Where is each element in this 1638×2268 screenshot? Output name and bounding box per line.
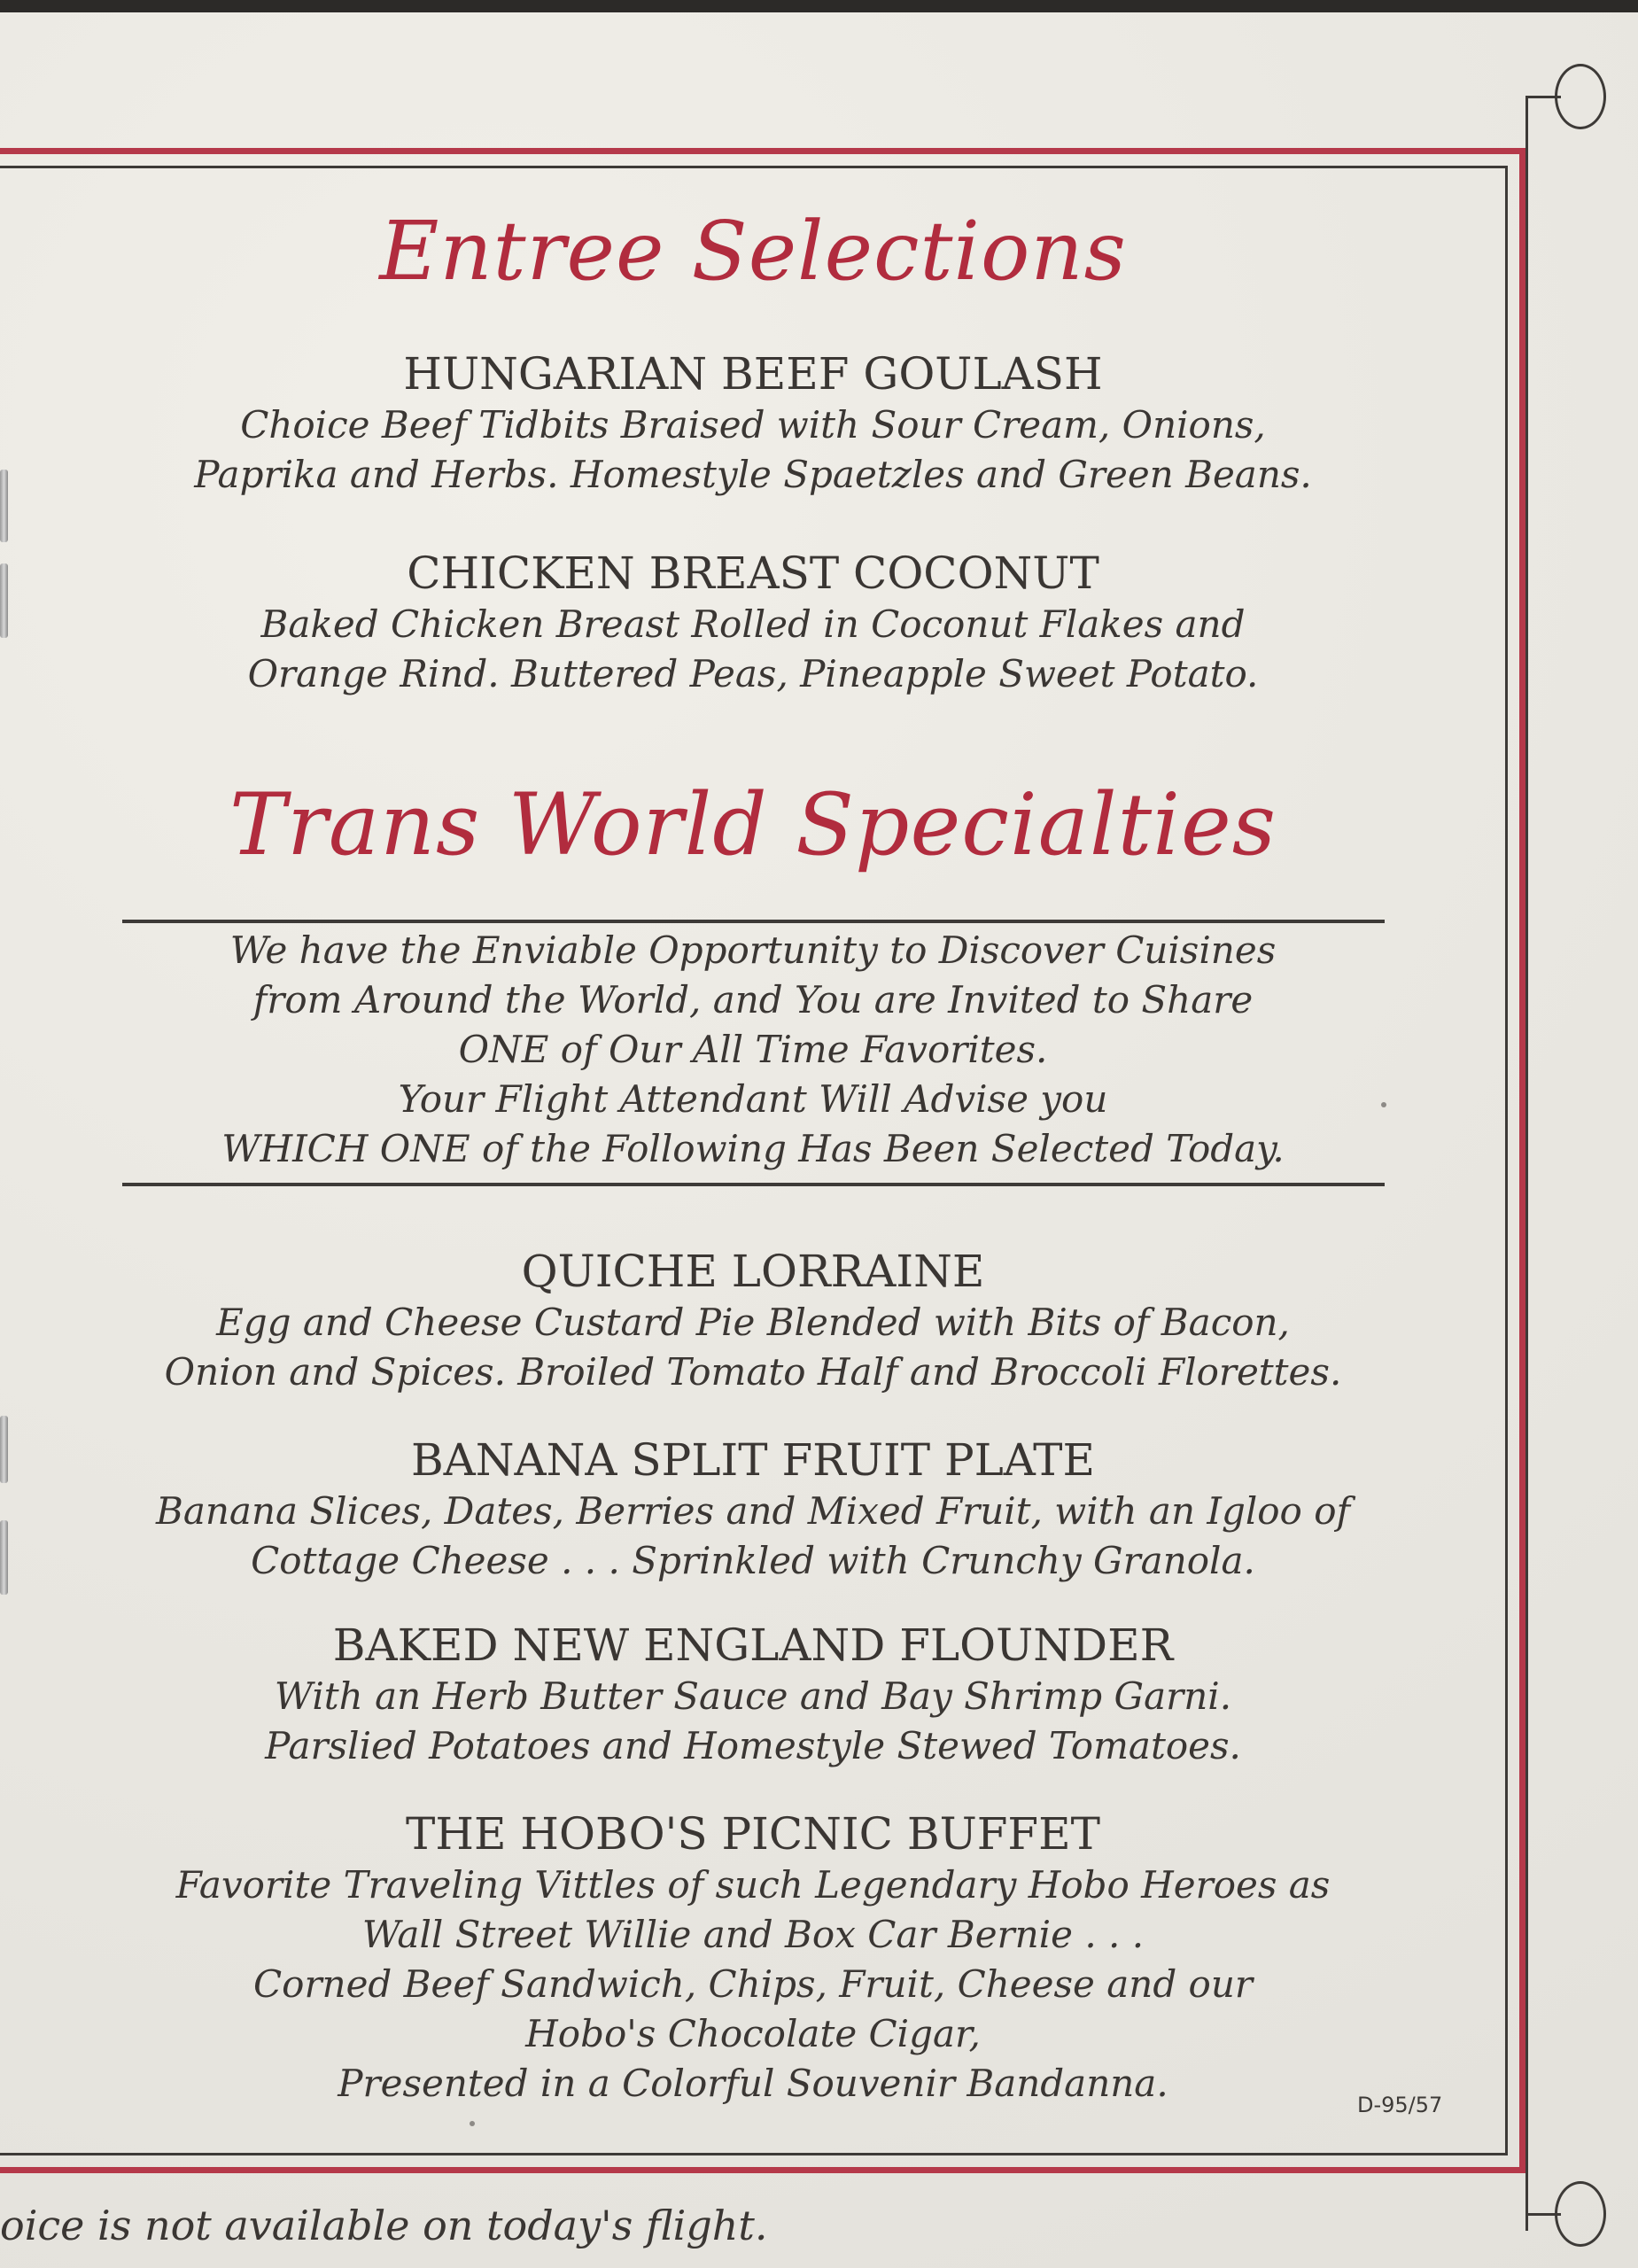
- dish-name: CHICKEN BREAST COCONUT: [407, 548, 1099, 599]
- corner-line-top: [1525, 96, 1528, 2231]
- divider-top: [122, 920, 1385, 923]
- dish-description-line: Cottage Cheese . . . Sprinkled with Crunchy Granola.: [251, 1539, 1255, 1582]
- dish-description-line: Baked Chicken Breast Rolled in Coconut Flakes and: [260, 602, 1246, 646]
- intro-line: Your Flight Attendant Will Advise you: [398, 1077, 1108, 1121]
- dish-description-line: With an Herb Butter Sauce and Bay Shrimp Garni.: [274, 1674, 1232, 1718]
- intro-line: ONE of Our All Time Favorites.: [458, 1028, 1048, 1071]
- dish-chicken-breast-coconut: [0, 547, 1506, 699]
- dish-description-line: Favorite Traveling Vittles of such Legendary Hobo Heroes as: [175, 1863, 1331, 1907]
- footer-note: oice is not available on today's flight.: [0, 2202, 768, 2249]
- speck: [470, 2121, 475, 2126]
- dish-description-line: Paprika and Herbs. Homestyle Spaetzles and Green Beans.: [194, 453, 1312, 496]
- corner-ornament-top: [1555, 64, 1606, 129]
- dish-description-line: Presented in a Colorful Souvenir Bandanna.: [338, 2062, 1168, 2105]
- dish-hungarian-beef-goulash: [0, 347, 1506, 500]
- dish-description-line: Choice Beef Tidbits Braised with Sour Cream, Onions,: [240, 403, 1266, 447]
- dish-quiche-lorraine: [0, 1245, 1506, 1397]
- dish-description-line: Orange Rind. Buttered Peas, Pineapple Sweet Potato.: [247, 652, 1259, 695]
- specialties-intro: [0, 926, 1506, 1174]
- trans-world-specialties-heading: Trans World Specialties: [229, 775, 1277, 874]
- dish-name: HUNGARIAN BEEF GOULASH: [403, 348, 1103, 400]
- corner-ornament-bottom: [1555, 2181, 1606, 2247]
- dish-banana-split-fruit-plate: [0, 1433, 1506, 1586]
- dish-description-line: Onion and Spices. Broiled Tomato Half and Broccoli Florettes.: [164, 1350, 1342, 1394]
- dish-name: BAKED NEW ENGLAND FLOUNDER: [332, 1619, 1174, 1671]
- divider-bottom: [122, 1183, 1385, 1186]
- intro-line: We have the Enviable Opportunity to Discover Cuisines: [229, 928, 1277, 972]
- dish-description-line: Banana Slices, Dates, Berries and Mixed Fruit, with an Igloo of: [155, 1489, 1351, 1533]
- corner-connector-top: [1525, 96, 1561, 98]
- dish-description-line: Hobo's Chocolate Cigar,: [525, 2012, 981, 2055]
- intro-line: from Around the World, and You are Invited to Share: [252, 978, 1254, 1021]
- corner-connector-bottom: [1525, 2213, 1561, 2216]
- intro-line: WHICH ONE of the Following Has Been Selected Today.: [221, 1127, 1285, 1170]
- scan-edge: [0, 0, 1638, 12]
- dish-hobos-picnic-buffet: [0, 1807, 1506, 2109]
- form-code: D-95/57: [1357, 2093, 1443, 2117]
- dish-name: BANANA SPLIT FRUIT PLATE: [410, 1434, 1096, 1486]
- entree-selections-heading: Entree Selections: [379, 204, 1127, 299]
- dish-name: THE HOBO'S PICNIC BUFFET: [406, 1808, 1100, 1860]
- dish-name: QUICHE LORRAINE: [521, 1246, 985, 1297]
- dish-baked-new-england-flounder: [0, 1619, 1506, 1771]
- dish-description-line: Corned Beef Sandwich, Chips, Fruit, Cheese and our: [253, 1962, 1253, 2006]
- dish-description-line: Wall Street Willie and Box Car Bernie . . .: [361, 1913, 1145, 1956]
- dish-description-line: Parslied Potatoes and Homestyle Stewed Tomatoes.: [265, 1724, 1241, 1767]
- speck: [1381, 1102, 1386, 1107]
- dish-description-line: Egg and Cheese Custard Pie Blended with Bits of Bacon,: [216, 1301, 1290, 1344]
